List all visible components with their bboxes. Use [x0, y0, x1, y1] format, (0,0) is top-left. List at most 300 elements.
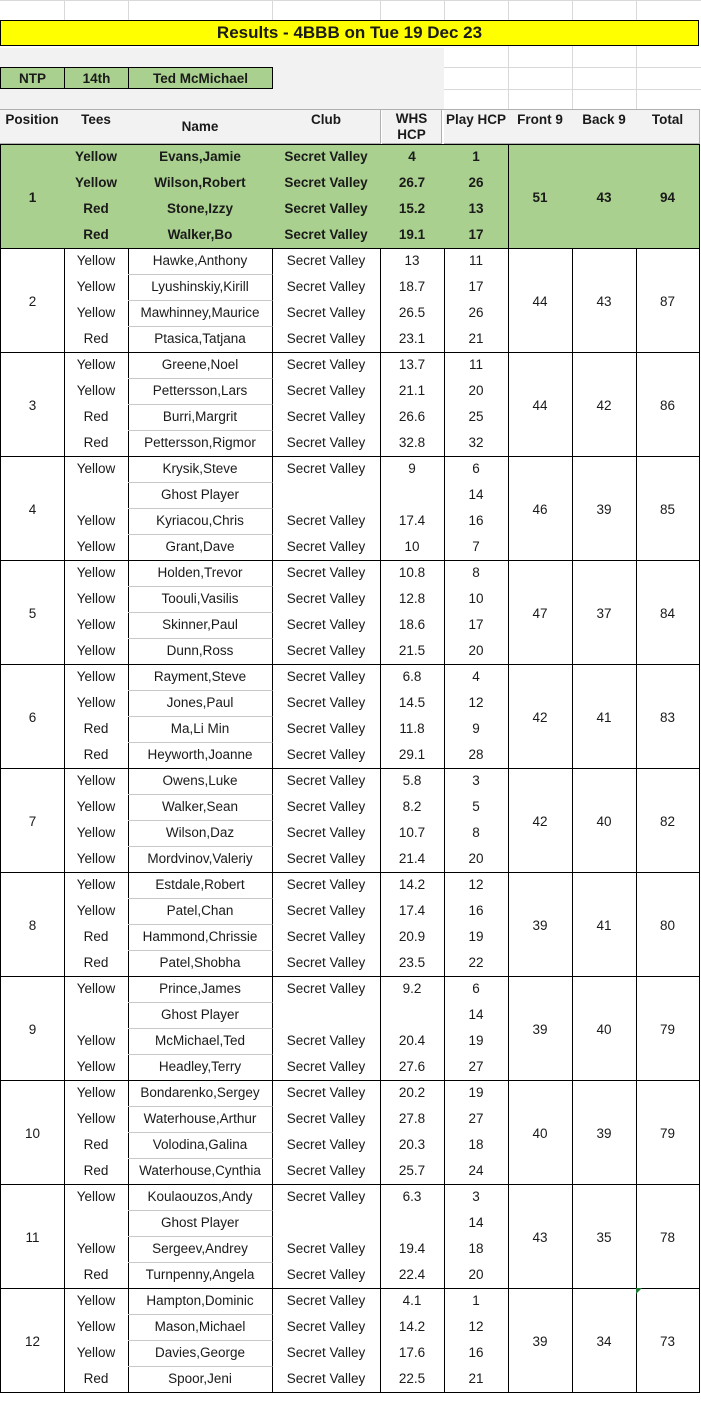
- player-club: Secret Valley: [272, 1315, 381, 1341]
- player-name: Owens,Luke: [128, 769, 273, 795]
- player-play: 26: [444, 301, 509, 327]
- player-whs: 6.8: [380, 665, 445, 691]
- player-whs: 18.7: [380, 275, 445, 301]
- player-tees: Yellow: [64, 847, 129, 873]
- player-tees: Red: [64, 743, 129, 769]
- player-tees: Red: [64, 717, 129, 743]
- player-club: Secret Valley: [272, 639, 381, 665]
- player-whs: [380, 1211, 445, 1237]
- player-tees: Yellow: [64, 1341, 129, 1367]
- player-tees: Red: [64, 405, 129, 431]
- player-play: 6: [444, 457, 509, 483]
- player-club: Secret Valley: [272, 1263, 381, 1289]
- player-play: 19: [444, 1081, 509, 1107]
- player-club: [272, 1003, 381, 1029]
- player-tees: Yellow: [64, 145, 129, 171]
- player-tees: Yellow: [64, 301, 129, 327]
- player-play: 20: [444, 379, 509, 405]
- player-club: Secret Valley: [272, 743, 381, 769]
- position-cell: 2: [0, 249, 65, 353]
- front9-cell: 42: [508, 665, 573, 769]
- player-name: Ptasica,Tatjana: [128, 327, 273, 353]
- player-tees: Yellow: [64, 1289, 129, 1315]
- player-club: Secret Valley: [272, 249, 381, 275]
- player-whs: 17.4: [380, 899, 445, 925]
- position-cell: 3: [0, 353, 65, 457]
- player-name: Rayment,Steve: [128, 665, 273, 691]
- back9-cell: 41: [572, 665, 637, 769]
- player-name: Ghost Player: [128, 1003, 273, 1029]
- player-tees: Red: [64, 1159, 129, 1185]
- header-whs: WHS HCP: [382, 110, 442, 144]
- player-play: 14: [444, 1003, 509, 1029]
- player-name: Volodina,Galina: [128, 1133, 273, 1159]
- cell-comment-indicator: [636, 1288, 642, 1294]
- player-name: Hawke,Anthony: [128, 249, 273, 275]
- player-name: Waterhouse,Cynthia: [128, 1159, 273, 1185]
- player-whs: 13.7: [380, 353, 445, 379]
- player-whs: 14.2: [380, 1315, 445, 1341]
- player-play: 16: [444, 509, 509, 535]
- player-club: Secret Valley: [272, 899, 381, 925]
- front9-cell: 40: [508, 1081, 573, 1185]
- player-club: Secret Valley: [272, 1107, 381, 1133]
- player-play: 20: [444, 639, 509, 665]
- player-play: 12: [444, 1315, 509, 1341]
- player-whs: 22.5: [380, 1367, 445, 1393]
- player-play: 17: [444, 613, 509, 639]
- player-name: Ghost Player: [128, 1211, 273, 1237]
- front9-cell: 51: [508, 145, 573, 249]
- player-club: Secret Valley: [272, 925, 381, 951]
- front9-cell: 39: [508, 873, 573, 977]
- player-tees: Yellow: [64, 353, 129, 379]
- player-whs: 19.4: [380, 1237, 445, 1263]
- player-whs: 19.1: [380, 223, 445, 249]
- total-cell: 86: [636, 353, 700, 457]
- player-play: 26: [444, 171, 509, 197]
- player-club: Secret Valley: [272, 171, 381, 197]
- player-whs: 22.4: [380, 1263, 445, 1289]
- position-cell: 4: [0, 457, 65, 561]
- player-name: Mawhinney,Maurice: [128, 301, 273, 327]
- player-play: 11: [444, 249, 509, 275]
- player-whs: 23.5: [380, 951, 445, 977]
- player-tees: Yellow: [64, 1185, 129, 1211]
- front9-cell: 44: [508, 249, 573, 353]
- results-title: Results - 4BBB on Tue 19 Dec 23: [0, 20, 699, 46]
- player-club: Secret Valley: [272, 587, 381, 613]
- player-club: Secret Valley: [272, 457, 381, 483]
- player-play: 4: [444, 665, 509, 691]
- player-play: 16: [444, 1341, 509, 1367]
- player-play: 6: [444, 977, 509, 1003]
- player-club: Secret Valley: [272, 1081, 381, 1107]
- player-name: Hampton,Dominic: [128, 1289, 273, 1315]
- player-club: Secret Valley: [272, 873, 381, 899]
- ntp-player: Ted McMichael: [128, 67, 273, 89]
- player-whs: 20.3: [380, 1133, 445, 1159]
- player-tees: Yellow: [64, 1029, 129, 1055]
- player-name: Holden,Trevor: [128, 561, 273, 587]
- player-club: Secret Valley: [272, 1133, 381, 1159]
- player-tees: [64, 483, 129, 509]
- player-name: Skinner,Paul: [128, 613, 273, 639]
- player-tees: Yellow: [64, 561, 129, 587]
- player-name: Davies,George: [128, 1341, 273, 1367]
- player-tees: Yellow: [64, 535, 129, 561]
- player-tees: [64, 1003, 129, 1029]
- total-cell: 87: [636, 249, 700, 353]
- player-club: Secret Valley: [272, 561, 381, 587]
- player-whs: 10: [380, 535, 445, 561]
- player-play: 21: [444, 1367, 509, 1393]
- total-cell: 94: [636, 145, 700, 249]
- player-tees: Yellow: [64, 977, 129, 1003]
- player-name: Patel,Chan: [128, 899, 273, 925]
- player-tees: Red: [64, 223, 129, 249]
- player-name: Prince,James: [128, 977, 273, 1003]
- player-name: Walker,Sean: [128, 795, 273, 821]
- player-play: 5: [444, 795, 509, 821]
- player-club: Secret Valley: [272, 223, 381, 249]
- player-name: Kyriacou,Chris: [128, 509, 273, 535]
- back9-cell: 35: [572, 1185, 637, 1289]
- player-whs: 21.4: [380, 847, 445, 873]
- player-club: Secret Valley: [272, 431, 381, 457]
- back9-cell: 43: [572, 145, 637, 249]
- player-club: Secret Valley: [272, 535, 381, 561]
- player-name: Greene,Noel: [128, 353, 273, 379]
- position-cell: 7: [0, 769, 65, 873]
- player-name: Stone,Izzy: [128, 197, 273, 223]
- player-name: Sergeev,Andrey: [128, 1237, 273, 1263]
- header-name: Name: [128, 110, 273, 144]
- player-play: 8: [444, 821, 509, 847]
- player-tees: Red: [64, 327, 129, 353]
- player-club: Secret Valley: [272, 353, 381, 379]
- back9-cell: 39: [572, 1081, 637, 1185]
- player-name: Turnpenny,Angela: [128, 1263, 273, 1289]
- player-whs: 9.2: [380, 977, 445, 1003]
- player-name: Lyushinskiy,Kirill: [128, 275, 273, 301]
- header-total: Total: [636, 110, 700, 144]
- total-cell: 73: [636, 1289, 700, 1393]
- back9-cell: 40: [572, 769, 637, 873]
- player-tees: Yellow: [64, 249, 129, 275]
- player-play: 3: [444, 1185, 509, 1211]
- player-club: Secret Valley: [272, 1185, 381, 1211]
- player-tees: Yellow: [64, 665, 129, 691]
- player-whs: 29.1: [380, 743, 445, 769]
- header-front9: Front 9: [508, 110, 573, 144]
- player-whs: 4.1: [380, 1289, 445, 1315]
- player-club: Secret Valley: [272, 1237, 381, 1263]
- player-whs: 10.7: [380, 821, 445, 847]
- player-club: Secret Valley: [272, 509, 381, 535]
- player-name: Pettersson,Rigmor: [128, 431, 273, 457]
- player-name: Grant,Dave: [128, 535, 273, 561]
- player-name: Krysik,Steve: [128, 457, 273, 483]
- player-tees: Red: [64, 1367, 129, 1393]
- player-play: 17: [444, 223, 509, 249]
- player-play: 20: [444, 847, 509, 873]
- player-play: 19: [444, 925, 509, 951]
- player-name: Spoor,Jeni: [128, 1367, 273, 1393]
- player-club: Secret Valley: [272, 301, 381, 327]
- player-play: 12: [444, 691, 509, 717]
- player-club: Secret Valley: [272, 1055, 381, 1081]
- player-whs: 23.1: [380, 327, 445, 353]
- back9-cell: 40: [572, 977, 637, 1081]
- player-club: Secret Valley: [272, 951, 381, 977]
- player-tees: Red: [64, 431, 129, 457]
- position-cell: 5: [0, 561, 65, 665]
- player-name: McMichael,Ted: [128, 1029, 273, 1055]
- player-whs: 21.5: [380, 639, 445, 665]
- player-club: Secret Valley: [272, 145, 381, 171]
- front9-cell: 39: [508, 1289, 573, 1393]
- total-cell: 79: [636, 1081, 700, 1185]
- player-play: 16: [444, 899, 509, 925]
- player-club: Secret Valley: [272, 691, 381, 717]
- player-tees: Yellow: [64, 379, 129, 405]
- ntp-label: NTP: [0, 67, 65, 89]
- back9-cell: 37: [572, 561, 637, 665]
- player-tees: Yellow: [64, 821, 129, 847]
- player-play: 13: [444, 197, 509, 223]
- player-name: Burri,Margrit: [128, 405, 273, 431]
- player-tees: Yellow: [64, 873, 129, 899]
- player-name: Waterhouse,Arthur: [128, 1107, 273, 1133]
- player-play: 11: [444, 353, 509, 379]
- front9-cell: 44: [508, 353, 573, 457]
- player-whs: 17.4: [380, 509, 445, 535]
- player-tees: Yellow: [64, 639, 129, 665]
- header-club: Club: [272, 110, 381, 144]
- player-whs: 27.8: [380, 1107, 445, 1133]
- player-play: 32: [444, 431, 509, 457]
- total-cell: 79: [636, 977, 700, 1081]
- player-club: Secret Valley: [272, 379, 381, 405]
- player-play: 1: [444, 145, 509, 171]
- player-whs: 26.6: [380, 405, 445, 431]
- ntp-hole: 14th: [64, 67, 129, 89]
- player-club: Secret Valley: [272, 1341, 381, 1367]
- player-whs: [380, 1003, 445, 1029]
- player-play: 14: [444, 483, 509, 509]
- player-name: Pettersson,Lars: [128, 379, 273, 405]
- player-tees: Yellow: [64, 613, 129, 639]
- player-tees: Red: [64, 1263, 129, 1289]
- player-name: Wilson,Robert: [128, 171, 273, 197]
- player-play: 8: [444, 561, 509, 587]
- player-name: Evans,Jamie: [128, 145, 273, 171]
- player-play: 25: [444, 405, 509, 431]
- player-play: 27: [444, 1055, 509, 1081]
- total-cell: 78: [636, 1185, 700, 1289]
- player-name: Ghost Player: [128, 483, 273, 509]
- player-name: Hammond,Chrissie: [128, 925, 273, 951]
- player-play: 12: [444, 873, 509, 899]
- player-club: Secret Valley: [272, 1289, 381, 1315]
- player-tees: Yellow: [64, 457, 129, 483]
- front9-cell: 47: [508, 561, 573, 665]
- player-tees: Yellow: [64, 1081, 129, 1107]
- player-tees: Yellow: [64, 171, 129, 197]
- player-club: Secret Valley: [272, 613, 381, 639]
- player-whs: 14.5: [380, 691, 445, 717]
- player-whs: 20.9: [380, 925, 445, 951]
- player-club: Secret Valley: [272, 821, 381, 847]
- player-club: Secret Valley: [272, 977, 381, 1003]
- player-tees: Yellow: [64, 899, 129, 925]
- total-cell: 82: [636, 769, 700, 873]
- player-play: 14: [444, 1211, 509, 1237]
- player-tees: Yellow: [64, 275, 129, 301]
- player-name: Walker,Bo: [128, 223, 273, 249]
- player-play: 21: [444, 327, 509, 353]
- player-club: Secret Valley: [272, 717, 381, 743]
- header-play: Play HCP: [444, 110, 509, 144]
- player-tees: Red: [64, 951, 129, 977]
- player-play: 18: [444, 1237, 509, 1263]
- player-tees: Yellow: [64, 1107, 129, 1133]
- header-position: Position: [0, 110, 65, 144]
- player-name: Koulaouzos,Andy: [128, 1185, 273, 1211]
- position-cell: 12: [0, 1289, 65, 1393]
- player-club: Secret Valley: [272, 665, 381, 691]
- total-cell: 85: [636, 457, 700, 561]
- player-club: Secret Valley: [272, 275, 381, 301]
- back9-cell: 34: [572, 1289, 637, 1393]
- player-tees: Yellow: [64, 1315, 129, 1341]
- player-whs: 17.6: [380, 1341, 445, 1367]
- player-whs: 20.4: [380, 1029, 445, 1055]
- player-play: 19: [444, 1029, 509, 1055]
- position-cell: 10: [0, 1081, 65, 1185]
- position-cell: 9: [0, 977, 65, 1081]
- player-whs: 15.2: [380, 197, 445, 223]
- player-club: Secret Valley: [272, 1159, 381, 1185]
- player-whs: 18.6: [380, 613, 445, 639]
- front9-cell: 42: [508, 769, 573, 873]
- player-tees: Yellow: [64, 1055, 129, 1081]
- player-play: 28: [444, 743, 509, 769]
- position-cell: 8: [0, 873, 65, 977]
- back9-cell: 41: [572, 873, 637, 977]
- player-name: Mason,Michael: [128, 1315, 273, 1341]
- player-club: Secret Valley: [272, 1367, 381, 1393]
- player-whs: 11.8: [380, 717, 445, 743]
- total-cell: 84: [636, 561, 700, 665]
- player-tees: Yellow: [64, 795, 129, 821]
- player-name: Headley,Terry: [128, 1055, 273, 1081]
- total-cell: 83: [636, 665, 700, 769]
- back9-cell: 39: [572, 457, 637, 561]
- player-tees: Yellow: [64, 509, 129, 535]
- total-cell: 80: [636, 873, 700, 977]
- player-name: Jones,Paul: [128, 691, 273, 717]
- back9-cell: 42: [572, 353, 637, 457]
- player-whs: 26.5: [380, 301, 445, 327]
- player-tees: [64, 1211, 129, 1237]
- player-club: Secret Valley: [272, 405, 381, 431]
- player-club: Secret Valley: [272, 327, 381, 353]
- player-name: Mordvinov,Valeriy: [128, 847, 273, 873]
- player-whs: 4: [380, 145, 445, 171]
- header-back9: Back 9: [572, 110, 637, 144]
- player-club: Secret Valley: [272, 847, 381, 873]
- player-club: Secret Valley: [272, 1029, 381, 1055]
- player-club: Secret Valley: [272, 769, 381, 795]
- player-play: 17: [444, 275, 509, 301]
- player-whs: 27.6: [380, 1055, 445, 1081]
- player-play: 7: [444, 535, 509, 561]
- player-play: 27: [444, 1107, 509, 1133]
- player-play: 3: [444, 769, 509, 795]
- player-whs: [380, 483, 445, 509]
- player-name: Estdale,Robert: [128, 873, 273, 899]
- player-name: Toouli,Vasilis: [128, 587, 273, 613]
- player-whs: 26.7: [380, 171, 445, 197]
- player-play: 18: [444, 1133, 509, 1159]
- player-whs: 10.8: [380, 561, 445, 587]
- front9-cell: 43: [508, 1185, 573, 1289]
- player-whs: 9: [380, 457, 445, 483]
- player-whs: 13: [380, 249, 445, 275]
- player-tees: Red: [64, 1133, 129, 1159]
- back9-cell: 43: [572, 249, 637, 353]
- player-tees: Yellow: [64, 1237, 129, 1263]
- player-name: Bondarenko,Sergey: [128, 1081, 273, 1107]
- player-whs: 32.8: [380, 431, 445, 457]
- front9-cell: 46: [508, 457, 573, 561]
- player-play: 10: [444, 587, 509, 613]
- player-tees: Yellow: [64, 769, 129, 795]
- front9-cell: 39: [508, 977, 573, 1081]
- player-name: Wilson,Daz: [128, 821, 273, 847]
- player-club: Secret Valley: [272, 197, 381, 223]
- player-name: Ma,Li Min: [128, 717, 273, 743]
- player-whs: 21.1: [380, 379, 445, 405]
- player-whs: 20.2: [380, 1081, 445, 1107]
- player-whs: 12.8: [380, 587, 445, 613]
- player-tees: Yellow: [64, 587, 129, 613]
- player-tees: Red: [64, 925, 129, 951]
- player-tees: Yellow: [64, 691, 129, 717]
- player-club: Secret Valley: [272, 795, 381, 821]
- player-whs: 25.7: [380, 1159, 445, 1185]
- player-club: [272, 483, 381, 509]
- position-cell: 1: [0, 145, 65, 249]
- header-tees: Tees: [64, 110, 129, 144]
- player-name: Patel,Shobha: [128, 951, 273, 977]
- player-play: 24: [444, 1159, 509, 1185]
- player-tees: Red: [64, 197, 129, 223]
- player-club: [272, 1211, 381, 1237]
- player-play: 1: [444, 1289, 509, 1315]
- player-whs: 6.3: [380, 1185, 445, 1211]
- player-play: 20: [444, 1263, 509, 1289]
- player-name: Dunn,Ross: [128, 639, 273, 665]
- position-cell: 6: [0, 665, 65, 769]
- position-cell: 11: [0, 1185, 65, 1289]
- player-play: 22: [444, 951, 509, 977]
- player-play: 9: [444, 717, 509, 743]
- player-whs: 14.2: [380, 873, 445, 899]
- player-whs: 8.2: [380, 795, 445, 821]
